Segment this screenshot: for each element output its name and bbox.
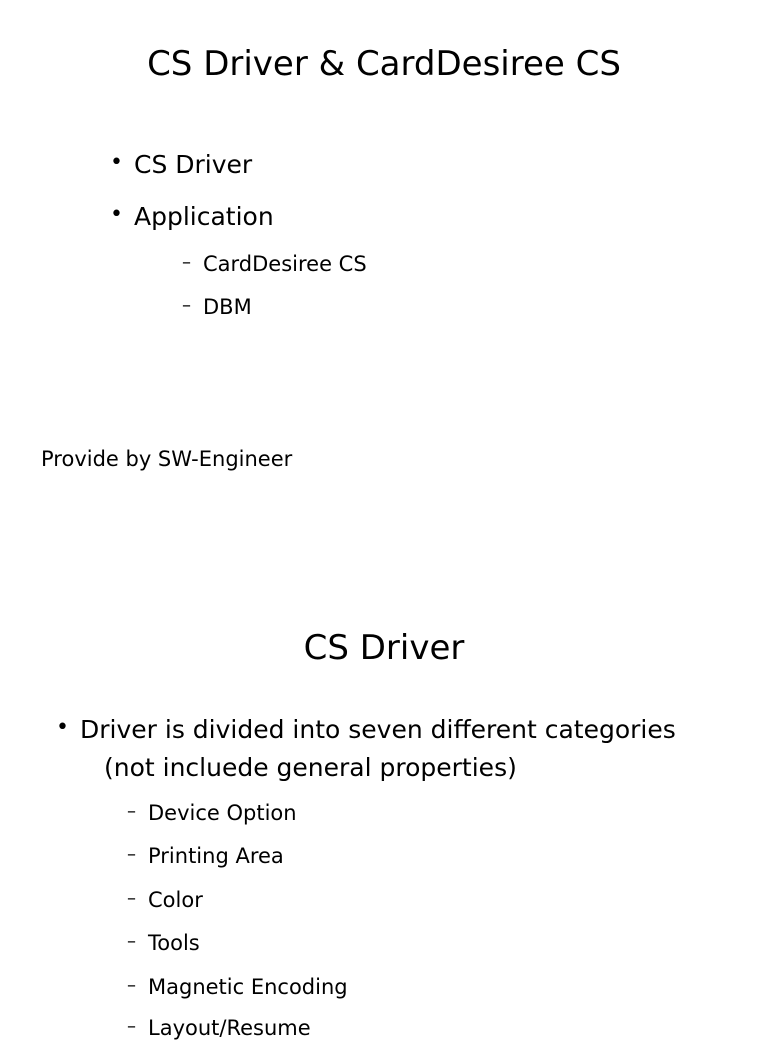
bullet-icon: • — [56, 715, 69, 740]
bullet-driver-line2: (not incluede general properties) — [104, 753, 517, 782]
bullet-icon: • — [110, 202, 123, 227]
category-magnetic-encoding: Magnetic Encoding — [148, 975, 348, 999]
sub-item-carddesiree: CardDesiree CS — [203, 252, 367, 276]
dash-icon: – — [127, 931, 136, 952]
dash-icon: – — [182, 295, 191, 316]
dash-icon: – — [127, 1016, 136, 1037]
bullet-driver-line1: Driver is divided into seven different categories — [80, 715, 676, 744]
category-printing-area: Printing Area — [148, 844, 284, 868]
bullet-application: Application — [134, 202, 274, 231]
dash-icon: – — [127, 844, 136, 865]
slide-1-footer: Provide by SW-Engineer — [41, 447, 293, 471]
slide-1-title: CS Driver & CardDesiree CS — [147, 44, 621, 84]
dash-icon: – — [182, 252, 191, 273]
dash-icon: – — [127, 975, 136, 996]
bullet-cs-driver: CS Driver — [134, 150, 253, 179]
category-layout-resume: Layout/Resume — [148, 1016, 311, 1040]
dash-icon: – — [127, 888, 136, 909]
slide-2-title: CS Driver — [303, 628, 465, 668]
category-device-option: Device Option — [148, 801, 297, 825]
category-color: Color — [148, 888, 203, 912]
sub-item-dbm: DBM — [203, 295, 252, 319]
bullet-icon: • — [110, 150, 123, 175]
slide-2 — [0, 512, 768, 1040]
slide-1 — [0, 0, 768, 512]
category-tools: Tools — [148, 931, 200, 955]
dash-icon: – — [127, 801, 136, 822]
